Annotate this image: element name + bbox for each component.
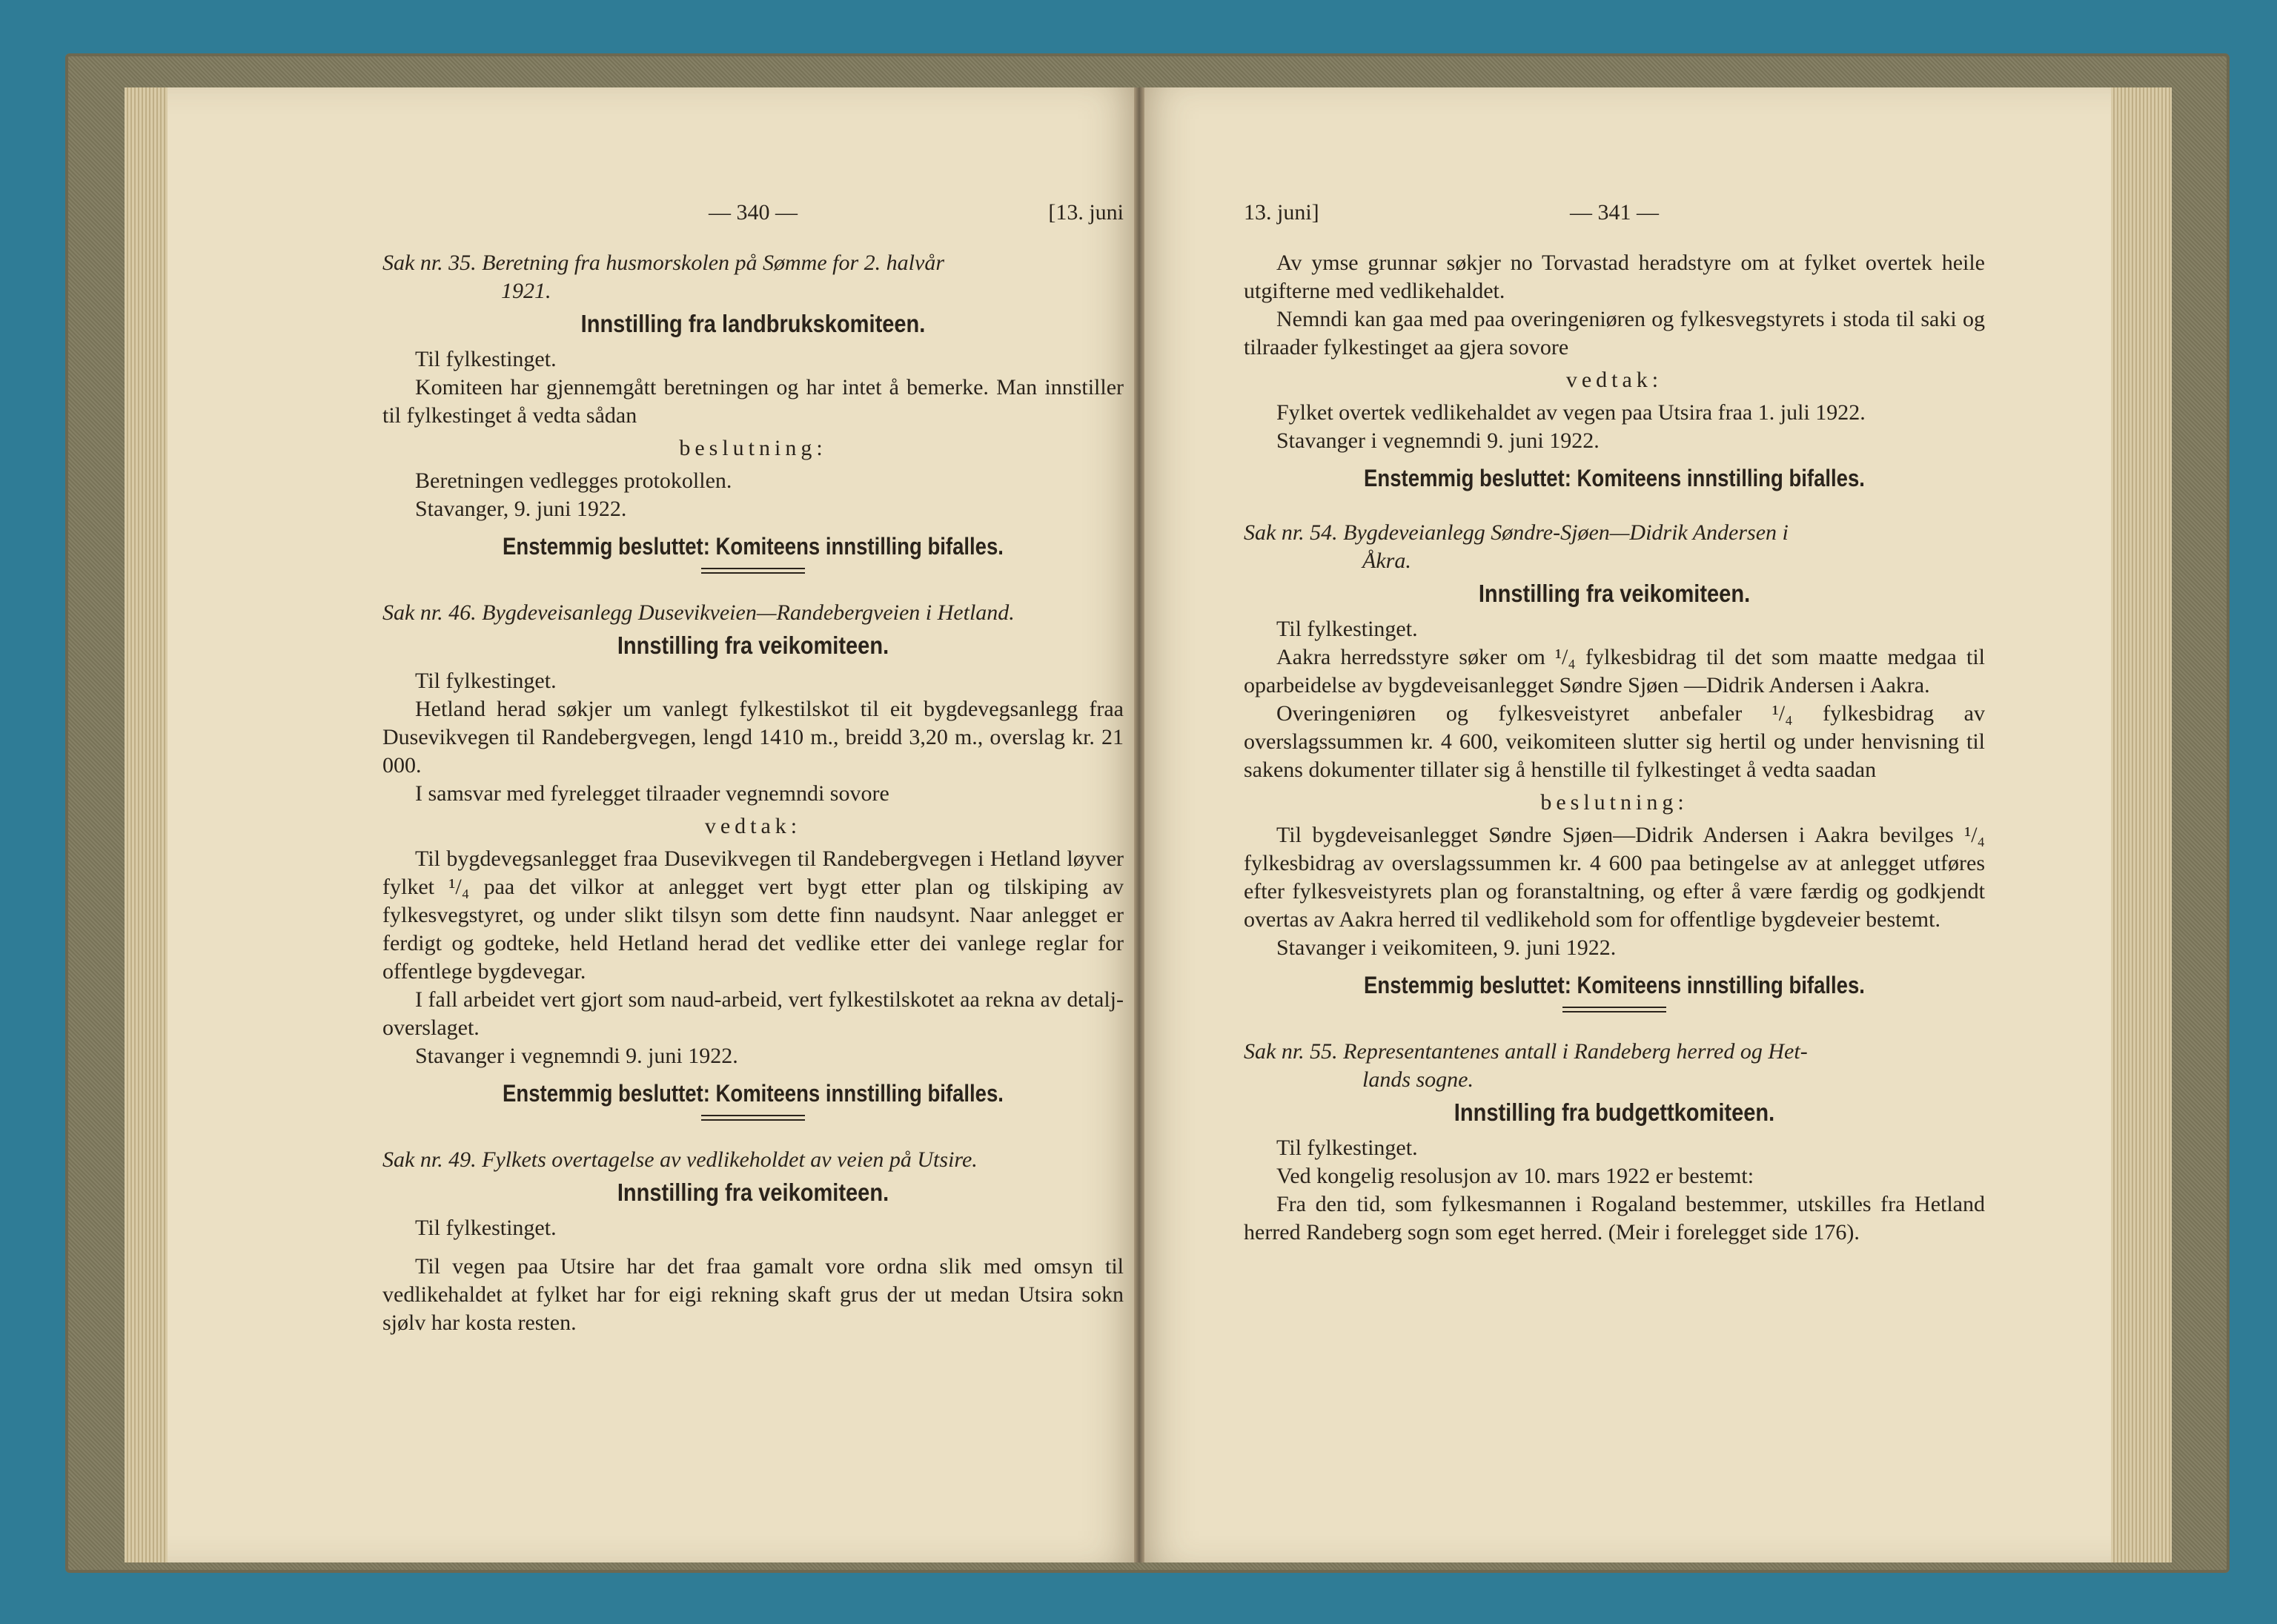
right-page xyxy=(1138,87,2111,1562)
section-divider xyxy=(701,568,805,574)
paragraph: I samsvar med fyrelegget tilraader vegnemndi sovore xyxy=(415,781,889,806)
paragraph: Stavanger i veikomiteen, 9. juni 1922. xyxy=(1276,935,1617,960)
left-page xyxy=(168,87,1138,1562)
book-gutter xyxy=(1134,87,1144,1562)
paragraph: Hetland herad søkjer um vanlegt fylkestilskot til eit bygdevegsanlegg fraa Dusevikvegen til Randebergvegen, lengd 1410 m., breidd 3,20 m., overslag kr. 21 000. xyxy=(382,697,1124,778)
paragraph: Til fylkestinget. xyxy=(415,347,557,371)
sak-title: Sak nr. 54. Bygdeveianlegg Søndre-Sjøen—Didrik Andersen i Åkra. xyxy=(1244,520,1789,573)
resolution: Enstemmig beslutte​t: Komiteens innstilling bifalles. xyxy=(1364,972,1865,998)
paragraph: Stavanger i vegnemndi 9. juni 1922. xyxy=(1276,428,1600,453)
sak-title: Sak nr. 49. Fylkets overtagelse av vedlikeholdet av veien på Utsire. xyxy=(382,1147,978,1172)
paragraph: Til fylkestinget. xyxy=(1276,1136,1418,1160)
page-number: — 341 — xyxy=(1570,200,1659,225)
resolution: Enstemmig beslutte​t: Komiteens innstilling bifalles. xyxy=(503,533,1004,560)
page-number: — 340 — xyxy=(709,200,798,225)
paragraph: Nemndi kan gaa med paa overingeniøren og fylkesvegstyrets i stoda til saki og tilraader fylkestinget aa gjera sovore xyxy=(1244,307,1985,359)
paragraph: Aakra herredsstyre søker om ¹/₄ fylkesbidrag til det som maatte medgaa til oparbeidelse av bygdeveisanlegget Søndre Sjøen —Didrik Andersen i Aakra. xyxy=(1244,645,1985,697)
running-date: 13. juni] xyxy=(1244,200,1319,225)
resolution: Enstemmig beslutte​t: Komiteens innstilling bifalles. xyxy=(1364,465,1865,491)
sak-title: Sak nr. 55. Representantenes antall i Randeberg herred og Het- lands sogne. xyxy=(1244,1039,1808,1092)
paragraph: Overingeniøren og fylkesveistyret anbefaler ¹/₄ fylkesbidrag av overslagssummen kr. 4 600, veikomiteen slutter sig hertil og under henvisning til sakens dokumenter tillater sig å henstille til fylkestinget å vedta saadan xyxy=(1244,701,1985,782)
paragraph: Komiteen har gjennemgått beretningen og har intet å bemerke. Man innstiller til fylkestinget å vedta sådan xyxy=(382,375,1124,428)
resolution: Enstemmig beslutte​t: Komiteens innstilling bifalles. xyxy=(503,1080,1004,1107)
paragraph: Til bygdevegsanlegget fraa Dusevikvegen til Randebergvegen i Hetland løyver fylket ¹/₄ paa det vilkor at anlegget vert bygt etter plan og tilskiping av fylkesvegstyret, og under slikt tilsyn som dette finn naudsynt. Naar anlegget er ferdigt og godteke, held Hetland herad det vedlike etter dei vanlege reglar for offentlege bygdevegar. xyxy=(382,846,1124,984)
paragraph: Til fylkestinget. xyxy=(415,1216,557,1240)
section-heading: Innstilling fra budgettkomiteen. xyxy=(1454,1098,1775,1126)
paragraph: Til bygdeveisanlegget Søndre Sjøen—Didrik Andersen i Aakra bevilges ¹/₄ fylkesbidrag av overslagssummen kr. 4 600 paa betingelse av at anlegget utføres efter fylkesveistyrets plan og foranstaltning, og efter å være færdig og godkjendt overtas av Aakra herred til vedlikehold som for offentlige bygdeveier bestemt. xyxy=(1244,823,1985,932)
decision-label: vedtak: xyxy=(1565,368,1663,392)
paragraph: Beretningen vedlegges protokollen. xyxy=(415,468,732,493)
page-edges-right xyxy=(2111,87,2172,1562)
paragraph: Til fylkestinget. xyxy=(1276,617,1418,641)
paragraph: Fylket overtek vedlikehaldet av vegen paa Utsira fraa 1. juli 1922. xyxy=(1276,400,1866,425)
section-divider xyxy=(701,1115,805,1121)
page-edges-left xyxy=(125,87,168,1562)
running-date: [13. juni xyxy=(1048,200,1124,225)
left-page-content xyxy=(382,199,1124,1337)
section-heading: Innstilling fra veikomiteen. xyxy=(617,1179,889,1206)
right-page-content xyxy=(1244,199,1985,1247)
sak-title: Sak nr. 35. Beretning fra husmorskolen på Sømme for 2. halvår 1921. xyxy=(382,251,944,303)
paragraph: Stavanger, 9. juni 1922. xyxy=(415,497,627,521)
section-heading: Innstilling fra veikomiteen. xyxy=(1478,580,1751,607)
running-head xyxy=(382,199,1124,236)
paragraph: Av ymse grunnar søkjer no Torvastad heradstyre om at fylket overtek heile utgifterne med vedlikehaldet. xyxy=(1244,251,1985,303)
decision-label: beslutning: xyxy=(1540,790,1688,815)
paragraph: Til vegen paa Utsire har det fraa gamalt vore ordna slik med omsyn til vedlikehaldet at fylket har for eigi rekning skaft grus der ut medan Utsira sokn sjølv har kosta resten. xyxy=(382,1254,1124,1335)
paragraph: Ved kongelig resolusjon av 10. mars 1922 er bestemt: xyxy=(1276,1164,1754,1188)
paragraph: Til fylkestinget. xyxy=(415,669,557,693)
section-heading: Innstilling fra landbrukskomiteen. xyxy=(580,310,926,337)
sak-title: Sak nr. 46. Bygdeveisanlegg Dusevikveien—Randebergveien i Hetland. xyxy=(382,600,1015,625)
section-heading: Innstilling fra veikomiteen. xyxy=(617,632,889,659)
decision-label: vedtak: xyxy=(704,814,802,838)
paragraph: Fra den tid, som fylkesmannen i Rogaland bestemmer, utskilles fra Hetland herred Randeberg sogn som eget herred. (Meir i forelegget side 176). xyxy=(1244,1192,1985,1244)
section-divider xyxy=(1562,1007,1666,1012)
paragraph: Stavanger i vegnemndi 9. juni 1922. xyxy=(415,1044,738,1068)
running-head xyxy=(1244,199,1985,236)
paragraph: I fall arbeidet vert gjort som naud-arbeid, vert fylkestilskotet aa rekna av detalj-overslaget. xyxy=(382,987,1124,1040)
decision-label: beslutning: xyxy=(679,436,827,460)
